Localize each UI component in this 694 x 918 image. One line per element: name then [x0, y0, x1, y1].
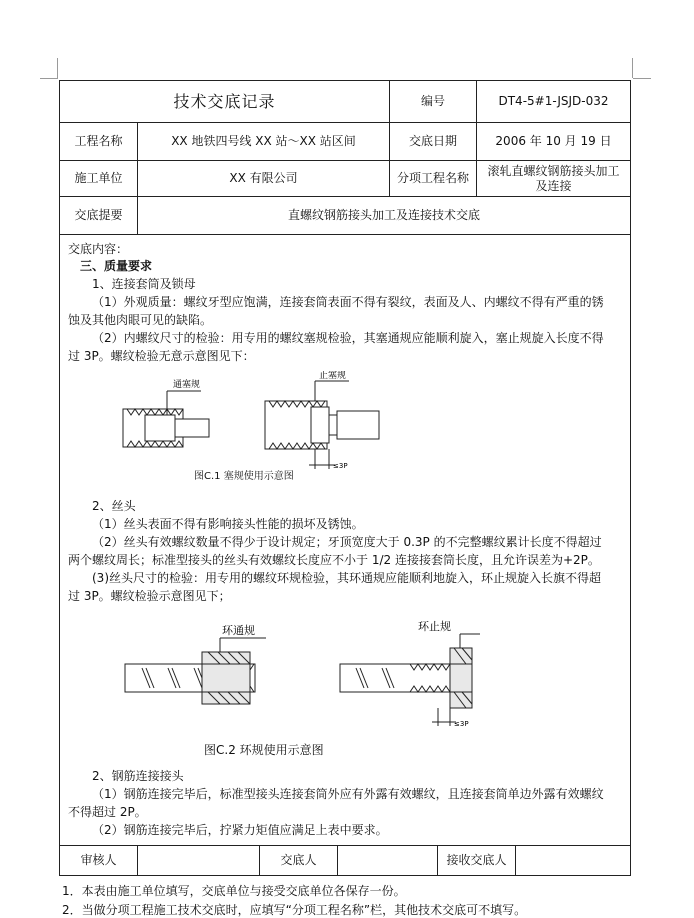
s3-paragraph-1-cont: 不得超过 2P。: [68, 805, 147, 819]
plug-gauge-figure: [115, 371, 415, 481]
crop-mark: [40, 78, 58, 79]
disclosure-record-table: [59, 80, 631, 876]
header-row: [60, 81, 630, 123]
subsection-2: 2、丝头: [92, 499, 136, 513]
subproject-label: 分项工程名称: [390, 161, 477, 196]
number-label: 编号: [390, 81, 477, 122]
subproject-value-line1: 滚轧直螺纹钢筋接头加工: [487, 163, 620, 178]
no-go-plug-handle: [337, 411, 379, 439]
subproject-value-line2: 及连接: [535, 178, 572, 193]
fig1-label-no-go: 止塞规: [319, 371, 347, 381]
fig1-label-go: 通塞规: [173, 380, 201, 390]
unit-value: XX 有限公司: [138, 161, 390, 196]
receiver-label: 接收交底人: [438, 846, 516, 875]
subsection-3: 2、钢筋连接接头: [92, 769, 184, 783]
ring-gauge-figure: [120, 618, 500, 738]
s2-paragraph-3-cont: 过 3P。螺纹检验示意图见下；: [68, 589, 231, 603]
presenter-signature[interactable]: [338, 846, 438, 875]
summary-label: 交底提要: [60, 197, 138, 234]
note-2: 2．当做分项工程施工技术交底时，应填写“分项工程名称”栏，其他技术交底可不填写。: [62, 903, 527, 917]
s3-paragraph-1: （1）钢筋连接完毕后，标准型接头连接套筒外应有外露有效螺纹，且连接套筒单边外露有效螺纹: [92, 787, 604, 801]
s3-paragraph-2: （2）钢筋连接完毕后，拧紧力矩值应满足上表中要求。: [92, 823, 388, 837]
crop-mark: [57, 58, 58, 78]
number-value: DT4-5#1-JSJD-032: [498, 94, 609, 108]
subproject-value: [477, 161, 630, 196]
go-plug-handle: [175, 419, 209, 437]
project-row: [60, 123, 630, 161]
content-intro: 交底内容：: [68, 242, 129, 256]
no-go-plug-gauge: [311, 407, 329, 443]
s2-paragraph-1: （1）丝头表面不得有影响接头性能的损坏及锈蚀。: [92, 517, 364, 531]
go-plug-gauge: [145, 415, 175, 441]
disclosure-content: [60, 236, 630, 844]
fig2-caption: 图C.2 环规使用示意图: [204, 743, 324, 757]
record-title: 技术交底记录: [60, 81, 390, 122]
date-value: 2006 年 10 月 19 日: [495, 134, 612, 148]
s1-paragraph-1-cont: 蚀及其他肉眼可见的缺陷。: [68, 313, 213, 327]
note-1: 1．本表由施工单位填写，交底单位与接受交底单位各保存一份。: [62, 884, 406, 898]
summary-row: [60, 197, 630, 235]
s2-paragraph-2-cont: 两个螺纹周长；标准型接头的丝头有效螺纹长度应不小于 1/2 连接接套筒长度，且允许误差为+2P。: [68, 553, 600, 567]
s1-paragraph-2-cont: 过 3P。螺纹检验无意示意图见下：: [68, 349, 255, 363]
fig2-dimension: ≤3P: [454, 720, 469, 728]
fig2-label-no-go: 环止规: [418, 620, 451, 633]
project-label: 工程名称: [60, 123, 138, 160]
s2-paragraph-3: (3)丝头尺寸的检验：用专用的螺纹环规检验，其环通规应能顺利地旋入，环止规旋入长旗不得超: [92, 571, 602, 585]
project-value: XX 地铁四号线 XX 站～XX 站区间: [138, 123, 390, 160]
date-label: 交底日期: [390, 123, 477, 160]
fig1-dimension: ≤3P: [333, 462, 348, 470]
fig1-caption: 图C.1 塞规使用示意图: [194, 471, 294, 482]
s1-paragraph-1: （1）外观质量：螺纹牙型应饱满，连接套筒表面不得有裂纹，表面及人、内螺纹不得有严重的锈: [92, 295, 604, 309]
crop-mark: [632, 58, 633, 78]
subsection-1: 1、连接套筒及锁母: [92, 277, 196, 291]
signoff-row: [60, 845, 630, 875]
unit-row: [60, 161, 630, 197]
crop-mark: [633, 78, 651, 79]
s2-paragraph-2: （2）丝头有效螺纹数量不得少于设计规定；牙顶宽度大于 0.3P 的不完整螺纹累计长度不得超过: [92, 535, 602, 549]
unit-label: 施工单位: [60, 161, 138, 196]
reviewer-signature[interactable]: [138, 846, 260, 875]
presenter-label: 交底人: [260, 846, 338, 875]
s1-paragraph-2: （2）内螺纹尺寸的检验：用专用的螺纹塞规检验，其塞通规应能顺利旋入，塞止规旋入长度不得: [92, 331, 604, 345]
receiver-signature[interactable]: [516, 846, 630, 875]
section-heading: 三、质量要求: [80, 259, 153, 273]
fig2-label-go: 环通规: [222, 624, 255, 637]
reviewer-label: 审核人: [60, 846, 138, 875]
summary-value: 直螺纹钢筋接头加工及连接技术交底: [287, 208, 480, 222]
